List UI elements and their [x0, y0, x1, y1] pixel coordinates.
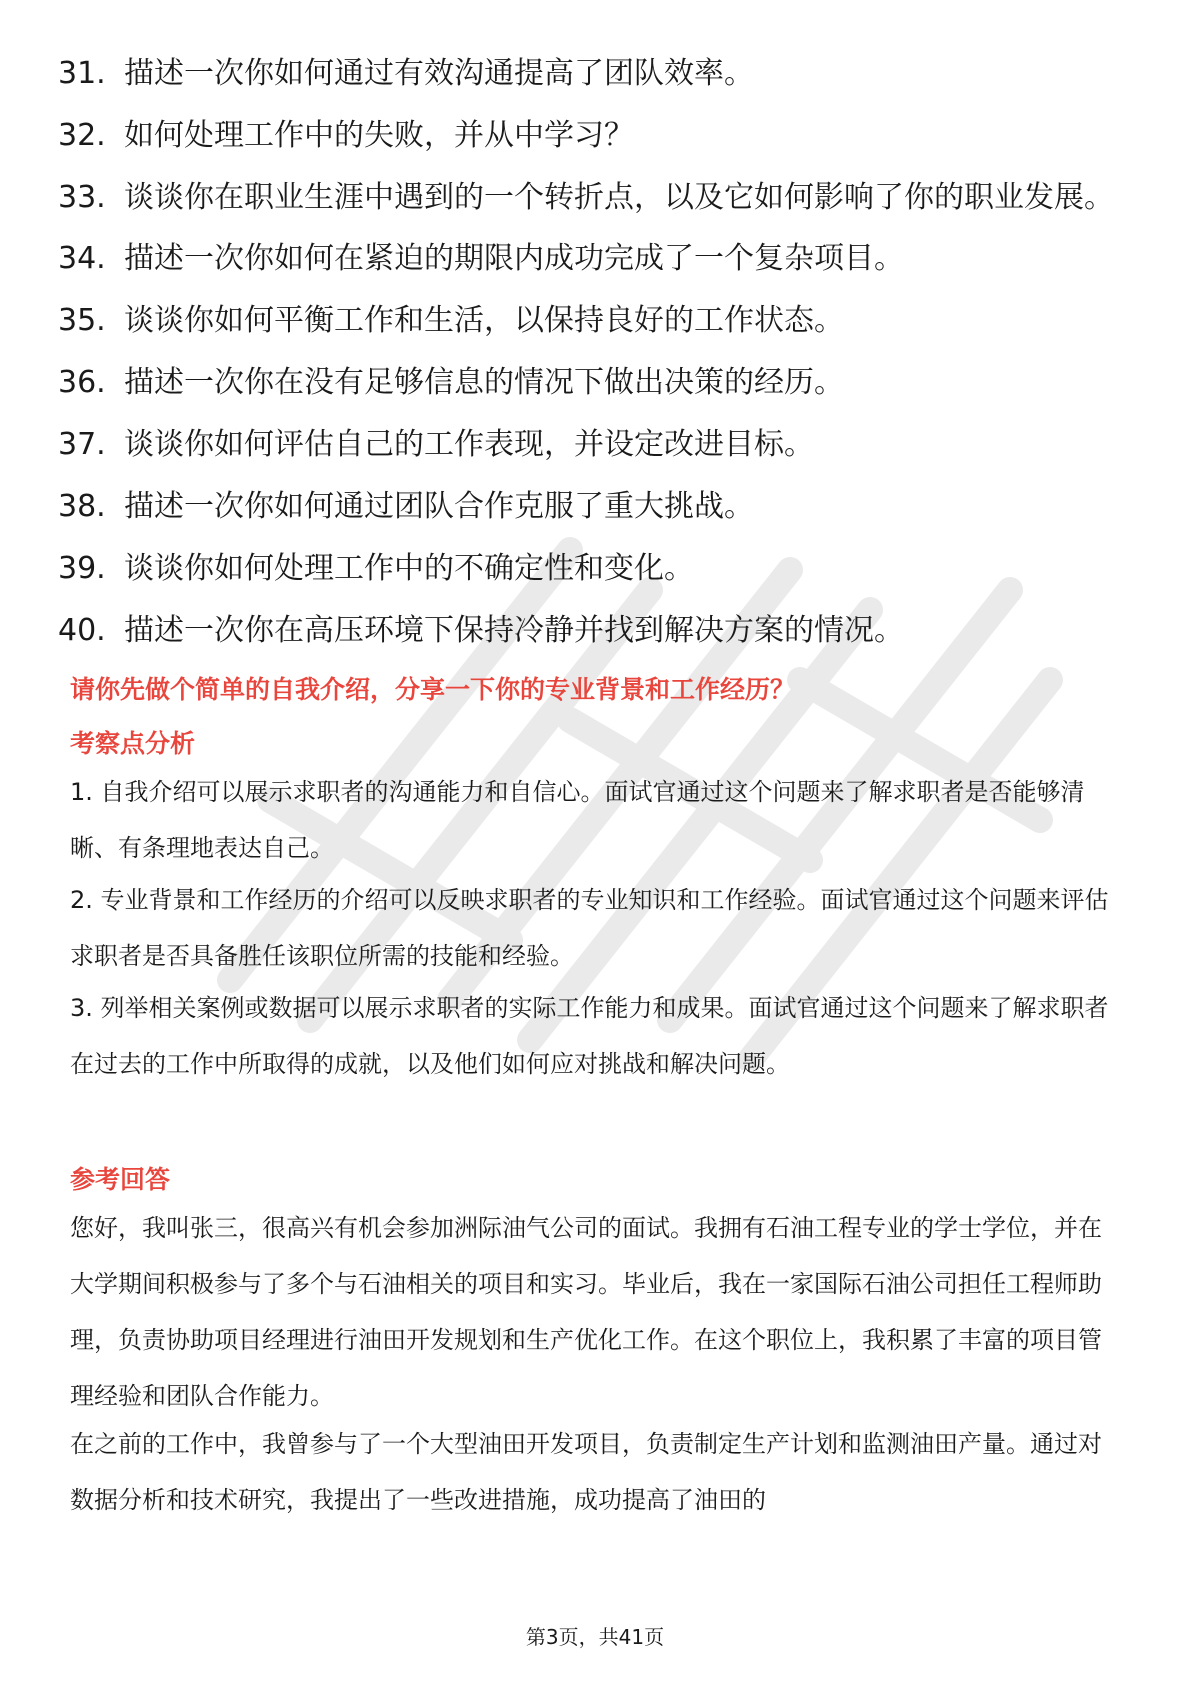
question-item	[58, 425, 1138, 465]
analysis-heading: 考察点分析	[70, 729, 196, 758]
question-item	[58, 549, 1138, 589]
question-text: 描述一次你在高压环境下保持冷静并找到解决方案的情况。	[124, 613, 904, 648]
question-number: 40.	[58, 613, 106, 648]
question-number: 33.	[58, 180, 106, 215]
question-item	[58, 178, 1138, 218]
interview-question-heading: 请你先做个简单的自我介绍，分享一下你的专业背景和工作经历？	[70, 675, 796, 704]
question-text: 描述一次你在没有足够信息的情况下做出决策的经历。	[124, 365, 844, 400]
question-item	[58, 611, 1138, 651]
question-text: 谈谈你在职业生涯中遇到的一个转折点，以及它如何影响了你的职业发展。	[124, 180, 1114, 215]
question-text: 描述一次你如何通过团队合作克服了重大挑战。	[124, 489, 754, 524]
question-item	[58, 116, 1138, 156]
question-text: 描述一次你如何通过有效沟通提高了团队效率。	[124, 56, 754, 91]
answer-paragraph: 在之前的工作中，我曾参与了一个大型油田开发项目，负责制定生产计划和监测油田产量。通过对数据分析和技术研究，我提出了一些改进措施，成功提高了油田的	[70, 1430, 1102, 1514]
question-text: 谈谈你如何评估自己的工作表现，并设定改进目标。	[124, 427, 814, 462]
question-item	[58, 301, 1138, 341]
question-number: 36.	[58, 365, 106, 400]
question-number: 39.	[58, 551, 106, 586]
answer-heading: 参考回答	[70, 1165, 171, 1194]
question-list	[58, 54, 1138, 673]
analysis-point: 2. 专业背景和工作经历的介绍可以反映求职者的专业知识和工作经验。面试官通过这个问题来评估求职者是否具备胜任该职位所需的技能和经验。	[70, 886, 1109, 970]
question-number: 31.	[58, 56, 106, 91]
question-item	[58, 363, 1138, 403]
question-number: 38.	[58, 489, 106, 524]
page-footer: 第3页，共41页	[525, 1625, 665, 1649]
question-item	[58, 487, 1138, 527]
question-number: 35.	[58, 303, 106, 338]
analysis-point: 1. 自我介绍可以展示求职者的沟通能力和自信心。面试官通过这个问题来了解求职者是否能够清晰、有条理地表达自己。	[70, 778, 1085, 862]
question-item	[58, 239, 1138, 279]
question-text: 如何处理工作中的失败，并从中学习？	[124, 118, 634, 153]
analysis-point: 3. 列举相关案例或数据可以展示求职者的实际工作能力和成果。面试官通过这个问题来了解求职者在过去的工作中所取得的成就，以及他们如何应对挑战和解决问题。	[70, 994, 1109, 1078]
answer-paragraph: 您好，我叫张三，很高兴有机会参加洲际油气公司的面试。我拥有石油工程专业的学士学位，并在大学期间积极参与了多个与石油相关的项目和实习。毕业后，我在一家国际石油公司担任工程师助理，负责协助项目经理进行油田开发规划和生产优化工作。在这个职位上，我积累了丰富的项目管理经验和团队合作能力。	[70, 1214, 1102, 1410]
question-number: 32.	[58, 118, 106, 153]
question-text: 谈谈你如何平衡工作和生活，以保持良好的工作状态。	[124, 303, 844, 338]
question-text: 描述一次你如何在紧迫的期限内成功完成了一个复杂项目。	[124, 241, 904, 276]
question-text: 谈谈你如何处理工作中的不确定性和变化。	[124, 551, 694, 586]
question-number: 34.	[58, 241, 106, 276]
question-number: 37.	[58, 427, 106, 462]
question-item	[58, 54, 1138, 94]
